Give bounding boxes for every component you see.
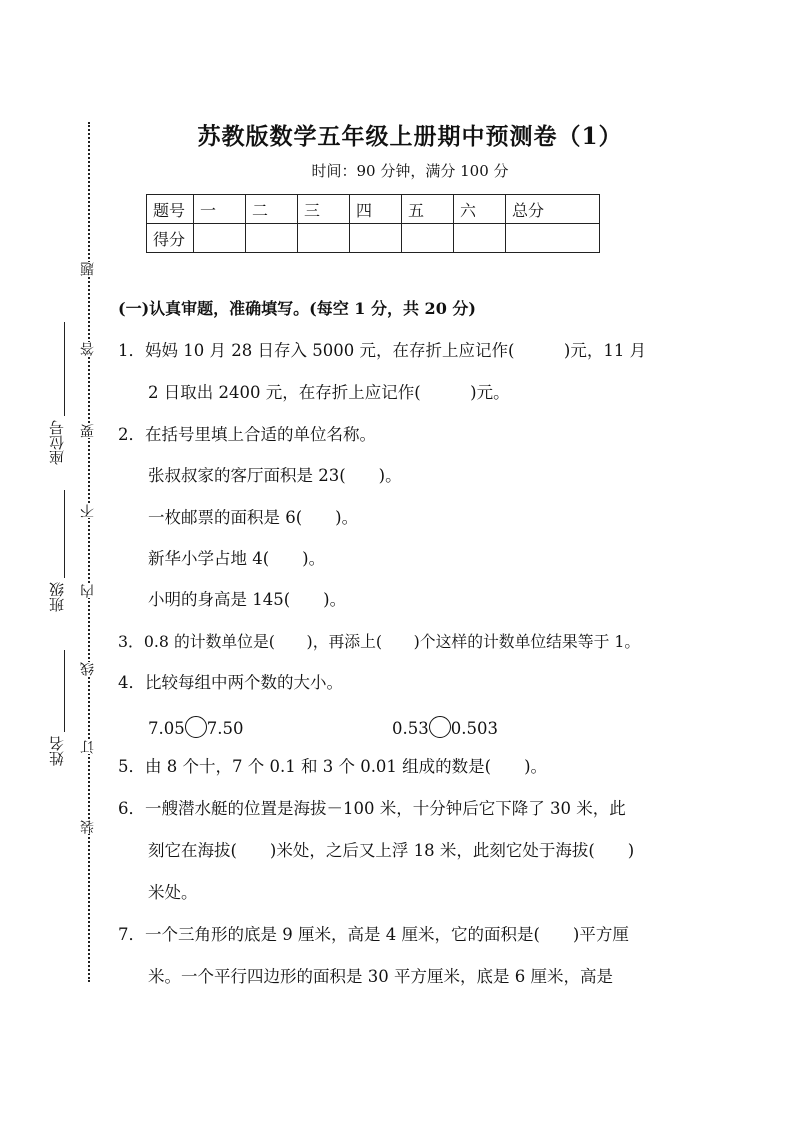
page-title: 苏教版数学五年级上册期中预测卷（1） [197,123,623,150]
class-blank[interactable] [64,490,65,578]
binding-word: 内 [80,584,96,598]
seat-number-blank[interactable] [64,322,65,416]
score-table-header-row [147,195,600,224]
question-line: 米处。 [148,883,198,902]
name-label: 姓名 [48,736,66,766]
compare-item [392,716,498,740]
score-header-cell: 总分 [506,195,600,224]
score-cell[interactable] [246,224,298,253]
question-line: 7．一个三角形的底是 9 厘米，高是 4 厘米，它的面积是( )平方厘 [118,925,629,944]
score-header-cell: 五 [402,195,454,224]
compare-circle-blank[interactable] [429,716,451,738]
score-cell[interactable] [350,224,402,253]
binding-word: 不 [80,504,96,518]
name-blank[interactable] [64,650,65,732]
score-header-cell: 二 [246,195,298,224]
exam-time-info: 时间：90 分钟，满分 100 分 [311,162,509,180]
compare-left-value: 7.05 [148,719,185,738]
score-table-score-row [147,224,600,253]
question-line: 米。一个平行四边形的面积是 30 平方厘米，底是 6 厘米，高是 [148,967,613,986]
score-table [146,194,600,253]
binding-word: 线 [80,662,96,676]
binding-word: 答 [80,342,96,356]
binding-word: 题 [80,262,96,276]
binding-dotted-line [88,122,90,982]
score-cell[interactable] [298,224,350,253]
question-line: 2 日取出 2400 元，在存折上应记作( )元。 [148,383,510,402]
question-line: 新华小学占地 4( )。 [148,549,326,568]
score-cell[interactable] [506,224,600,253]
score-cell[interactable] [402,224,454,253]
seat-number-label: 座位号 [48,420,66,465]
compare-circle-blank[interactable] [185,716,207,738]
question-line: 张叔叔家的客厅面积是 23( )。 [148,466,402,485]
class-label: 班级 [48,582,66,612]
compare-right-value: 0.503 [450,719,498,738]
compare-left-value: 0.53 [392,719,429,738]
score-header-cell: 六 [454,195,506,224]
question-line: 刻它在海拔( )米处，之后又上浮 18 米，此刻它处于海拔( ) [148,841,635,860]
score-row-label: 得分 [147,224,194,253]
compare-item [148,716,244,740]
question-line: 4．比较每组中两个数的大小。 [118,673,343,692]
question-line: 6．一艘潜水艇的位置是海拔－100 米，十分钟后它下降了 30 米，此 [118,799,626,818]
question-line: 一枚邮票的面积是 6( )。 [148,508,359,527]
question-line: 小明的身高是 145( )。 [148,590,347,609]
binding-word: 装 [80,820,96,834]
score-cell[interactable] [194,224,246,253]
section-heading: (一)认真审题，准确填写。(每空 1 分，共 20 分) [118,299,476,318]
compare-right-value: 7.50 [206,719,244,738]
score-header-cell: 四 [350,195,402,224]
score-header-cell: 题号 [147,195,194,224]
question-line: 1．妈妈 10 月 28 日存入 5000 元，在存折上应记作( )元，11 月 [118,341,647,360]
question-line: 3．0.8 的计数单位是( )，再添上( )个这样的计数单位结果等于 1。 [118,632,641,651]
question-line: 5．由 8 个十，7 个 0.1 和 3 个 0.01 组成的数是( )。 [118,757,548,776]
binding-word: 要 [80,424,96,438]
score-header-cell: 一 [194,195,246,224]
score-header-cell: 三 [298,195,350,224]
score-cell[interactable] [454,224,506,253]
binding-word: 订 [80,740,96,754]
question-line: 2．在括号里填上合适的单位名称。 [118,425,376,444]
